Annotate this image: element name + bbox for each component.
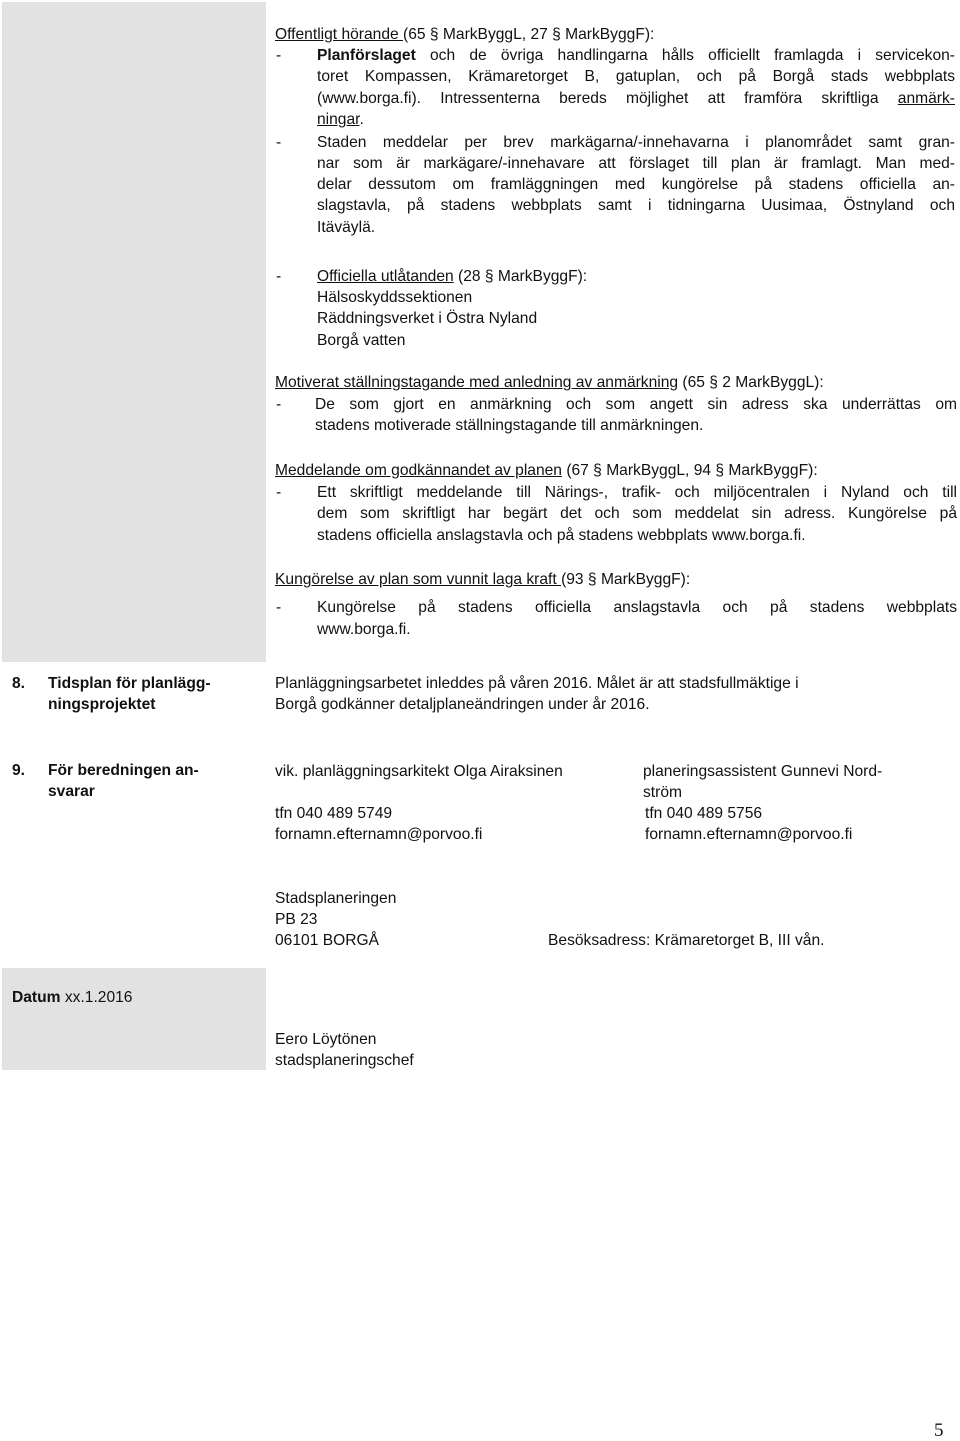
legal-force-line2: www.borga.fi. xyxy=(317,621,411,638)
contact-phone: tfn 040 489 5749 xyxy=(275,805,393,822)
planforslaget-bold: Planförslaget xyxy=(317,47,416,64)
bullet-dash: - xyxy=(276,47,282,64)
date-label: Datum xyxy=(12,989,61,1006)
legal-force-title: Kungörelse av plan som vunnit laga kraft xyxy=(275,571,562,588)
approval-notice-ref: (67 § MarkByggL, 94 § MarkByggF): xyxy=(561,462,818,479)
address-line: PB 23 xyxy=(275,911,318,928)
public-hearing-b1-line4 xyxy=(317,109,364,130)
motivated-position-ref: (65 § 2 MarkByggL): xyxy=(678,374,824,391)
address-line: 06101 BORGÅ xyxy=(275,932,380,949)
text-span: . xyxy=(359,111,364,128)
public-hearing-b2-line2: nar som är markägare/-innehavare att förslaget till plan är framlagt. Man med- xyxy=(317,155,955,172)
contact-email: fornamn.efternamn@porvoo.fi xyxy=(275,826,483,843)
heading-line: Tidsplan för planlägg- xyxy=(48,675,211,692)
contact-title: planeringsassistent Gunnevi Nord- xyxy=(643,763,883,780)
public-hearing-b1-line2: toret Kompassen, Krämaretorget B, gatuplan, och på Borgå stads webbplats xyxy=(317,68,955,85)
contact-email: fornamn.efternamn@porvoo.fi xyxy=(645,826,853,843)
motivated-position-line1: De som gjort en anmärkning och som angett sin adress ska underrättas om xyxy=(315,396,957,413)
signatory-title: stadsplaneringschef xyxy=(275,1052,414,1069)
public-hearing-heading xyxy=(275,24,654,45)
statement-body-item: Borgå vatten xyxy=(317,332,406,349)
public-hearing-title: Offentligt hörande xyxy=(275,26,404,43)
official-statements-title: Officiella utlåtanden xyxy=(317,268,454,285)
contact-title: vik. planläggningsarkitekt Olga Airaksinen xyxy=(275,763,563,780)
legal-force-ref: (93 § MarkByggF): xyxy=(561,571,691,588)
bullet-dash: - xyxy=(276,268,282,285)
public-hearing-b2-line3: delar dessutom om framläggningen med kungörelse på stadens officiella an- xyxy=(317,176,955,193)
legal-force-line1: Kungörelse på stadens officiella anslagstavla och på stadens webbplats xyxy=(317,599,957,616)
signatory-name: Eero Löytönen xyxy=(275,1031,377,1048)
approval-notice-line1: Ett skriftligt meddelande till Närings-, trafik- och miljöcentralen i Nyland och till xyxy=(317,484,957,501)
text-span: (www.borga.fi). Intressenterna bereds möjlighet att framföra skriftliga xyxy=(317,90,898,107)
section-number: 9. xyxy=(12,762,26,779)
date-value: xx.1.2016 xyxy=(60,989,133,1006)
contact-phone: tfn 040 489 5756 xyxy=(645,805,763,822)
date-line xyxy=(12,987,133,1008)
approval-notice-line3: stadens officiella anslagstavla och på stadens webbplats www.borga.fi. xyxy=(317,527,806,544)
public-hearing-b1-line3 xyxy=(317,88,955,109)
statement-body-item: Hälsoskyddssektionen xyxy=(317,289,473,306)
visiting-address: Besöksadress: Krämaretorget B, III vån. xyxy=(548,932,825,949)
motivated-position-title: Motiverat ställningstagande med anledning av anmärkning xyxy=(275,374,679,391)
text-span: och de övriga handlingarna hålls officiellt framlagda i servicekon- xyxy=(415,47,955,64)
anmarkningar-underlined: anmärk- xyxy=(897,90,955,107)
official-statements-ref: (28 § MarkByggF): xyxy=(453,268,588,285)
heading-line: svarar xyxy=(48,783,95,800)
statement-body-item: Räddningsverket i Östra Nyland xyxy=(317,310,538,327)
public-hearing-b1-line1 xyxy=(317,45,955,66)
approval-notice-title: Meddelande om godkännandet av planen xyxy=(275,462,562,479)
heading-line: För beredningen an- xyxy=(48,762,199,779)
section8-body-line1: Planläggningsarbetet inleddes på våren 2016. Målet är att stadsfullmäktige i xyxy=(275,675,799,692)
official-statements-heading xyxy=(317,266,587,287)
contact-title-cont: ström xyxy=(643,784,682,801)
page-number: 5 xyxy=(934,1420,944,1441)
approval-notice-line2: dem som skriftligt har begärt det och som meddelat sin adress. Kungörelse på xyxy=(317,505,957,522)
public-hearing-ref: (65 § MarkByggL, 27 § MarkByggF): xyxy=(403,26,655,43)
section-heading xyxy=(48,760,258,802)
bottom-left-shade xyxy=(2,968,266,1070)
anmarkningar-underlined-cont: ningar xyxy=(317,111,360,128)
motivated-position-line2: stadens motiverade ställningstagande till anmärkningen. xyxy=(315,417,704,434)
bullet-dash: - xyxy=(276,134,282,151)
bullet-dash: - xyxy=(276,484,282,501)
section8-body-line2: Borgå godkänner detaljplaneändringen under år 2016. xyxy=(275,696,650,713)
bullet-dash: - xyxy=(276,599,282,616)
public-hearing-b2-line4: slagstavla, på stadens webbplats samt i tidningarna Uusimaa, Östnyland och xyxy=(317,197,955,214)
heading-line: ningsprojektet xyxy=(48,696,156,713)
public-hearing-b2-line1: Staden meddelar per brev markägarna/-innehavarna i planområdet samt gran- xyxy=(317,134,955,151)
address-line: Stadsplaneringen xyxy=(275,890,397,907)
public-hearing-b2-line5: Itäväylä. xyxy=(317,219,376,236)
motivated-position-heading xyxy=(275,372,824,393)
legal-force-heading xyxy=(275,569,690,590)
approval-notice-heading xyxy=(275,460,818,481)
left-margin-shade xyxy=(2,2,266,662)
bullet-dash: - xyxy=(276,396,282,413)
section-number: 8. xyxy=(12,675,26,692)
section-heading xyxy=(48,673,258,715)
